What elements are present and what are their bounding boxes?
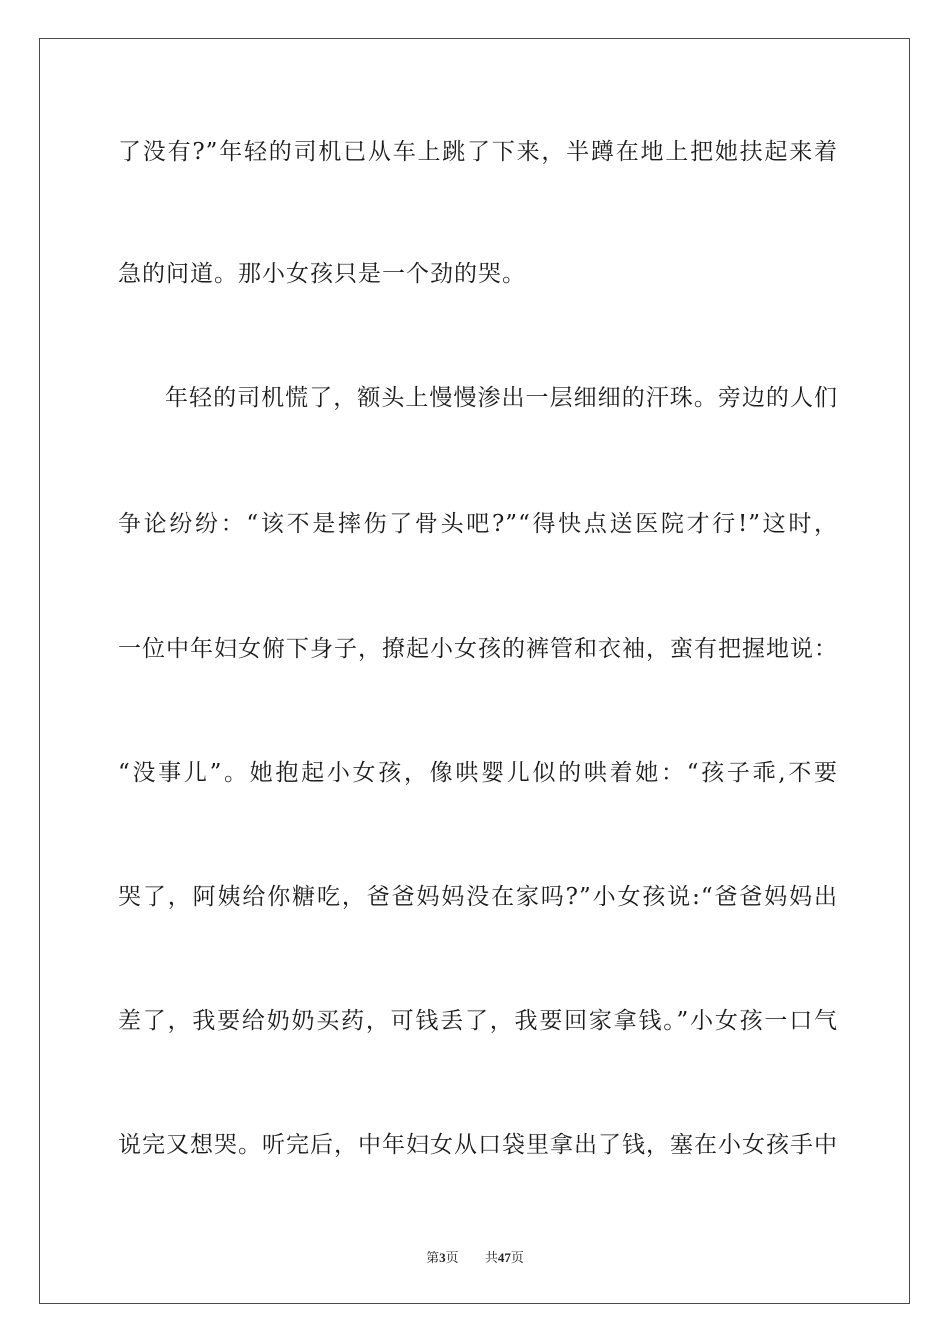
body-text-line: 差了，我要给奶奶买药，可钱丢了，我要回家拿钱。”小女孩一口气	[118, 1008, 838, 1034]
page-footer	[0, 1247, 950, 1266]
page-border	[39, 38, 910, 1304]
body-text-line: 年轻的司机慌了，额头上慢慢渗出一层细细的汗珠。旁边的人们	[165, 385, 838, 411]
body-text-line: 了没有?”年轻的司机已从车上跳了下来，半蹲在地上把她扶起来着	[118, 139, 838, 165]
body-text-line: “没事儿”。她抱起小女孩，像哄婴儿似的哄着她：“孩子乖,不要	[118, 760, 838, 786]
body-text-line: 急的问道。那小女孩只是一个劲的哭。	[118, 261, 526, 287]
page-number-prefix: 第	[426, 1251, 440, 1266]
total-pages-prefix: 共	[484, 1251, 498, 1266]
body-text-line: 一位中年妇女俯下身子，撩起小女孩的裤管和衣袖，蛮有把握地说：	[118, 636, 838, 662]
total-pages-suffix: 页	[510, 1251, 524, 1266]
body-text-line: 争论纷纷：“该不是摔伤了骨头吧?”“得快点送医院才行!”这时，	[118, 511, 838, 537]
page-number-suffix: 页	[445, 1251, 459, 1266]
body-text-line: 说完又想哭。听完后，中年妇女从口袋里拿出了钱，塞在小女孩手中	[118, 1132, 838, 1158]
body-text-line: 哭了，阿姨给你糖吃，爸爸妈妈没在家吗?”小女孩说:“爸爸妈妈出	[118, 884, 838, 910]
total-pages: 47	[497, 1250, 511, 1265]
page-number: 3	[439, 1250, 446, 1265]
